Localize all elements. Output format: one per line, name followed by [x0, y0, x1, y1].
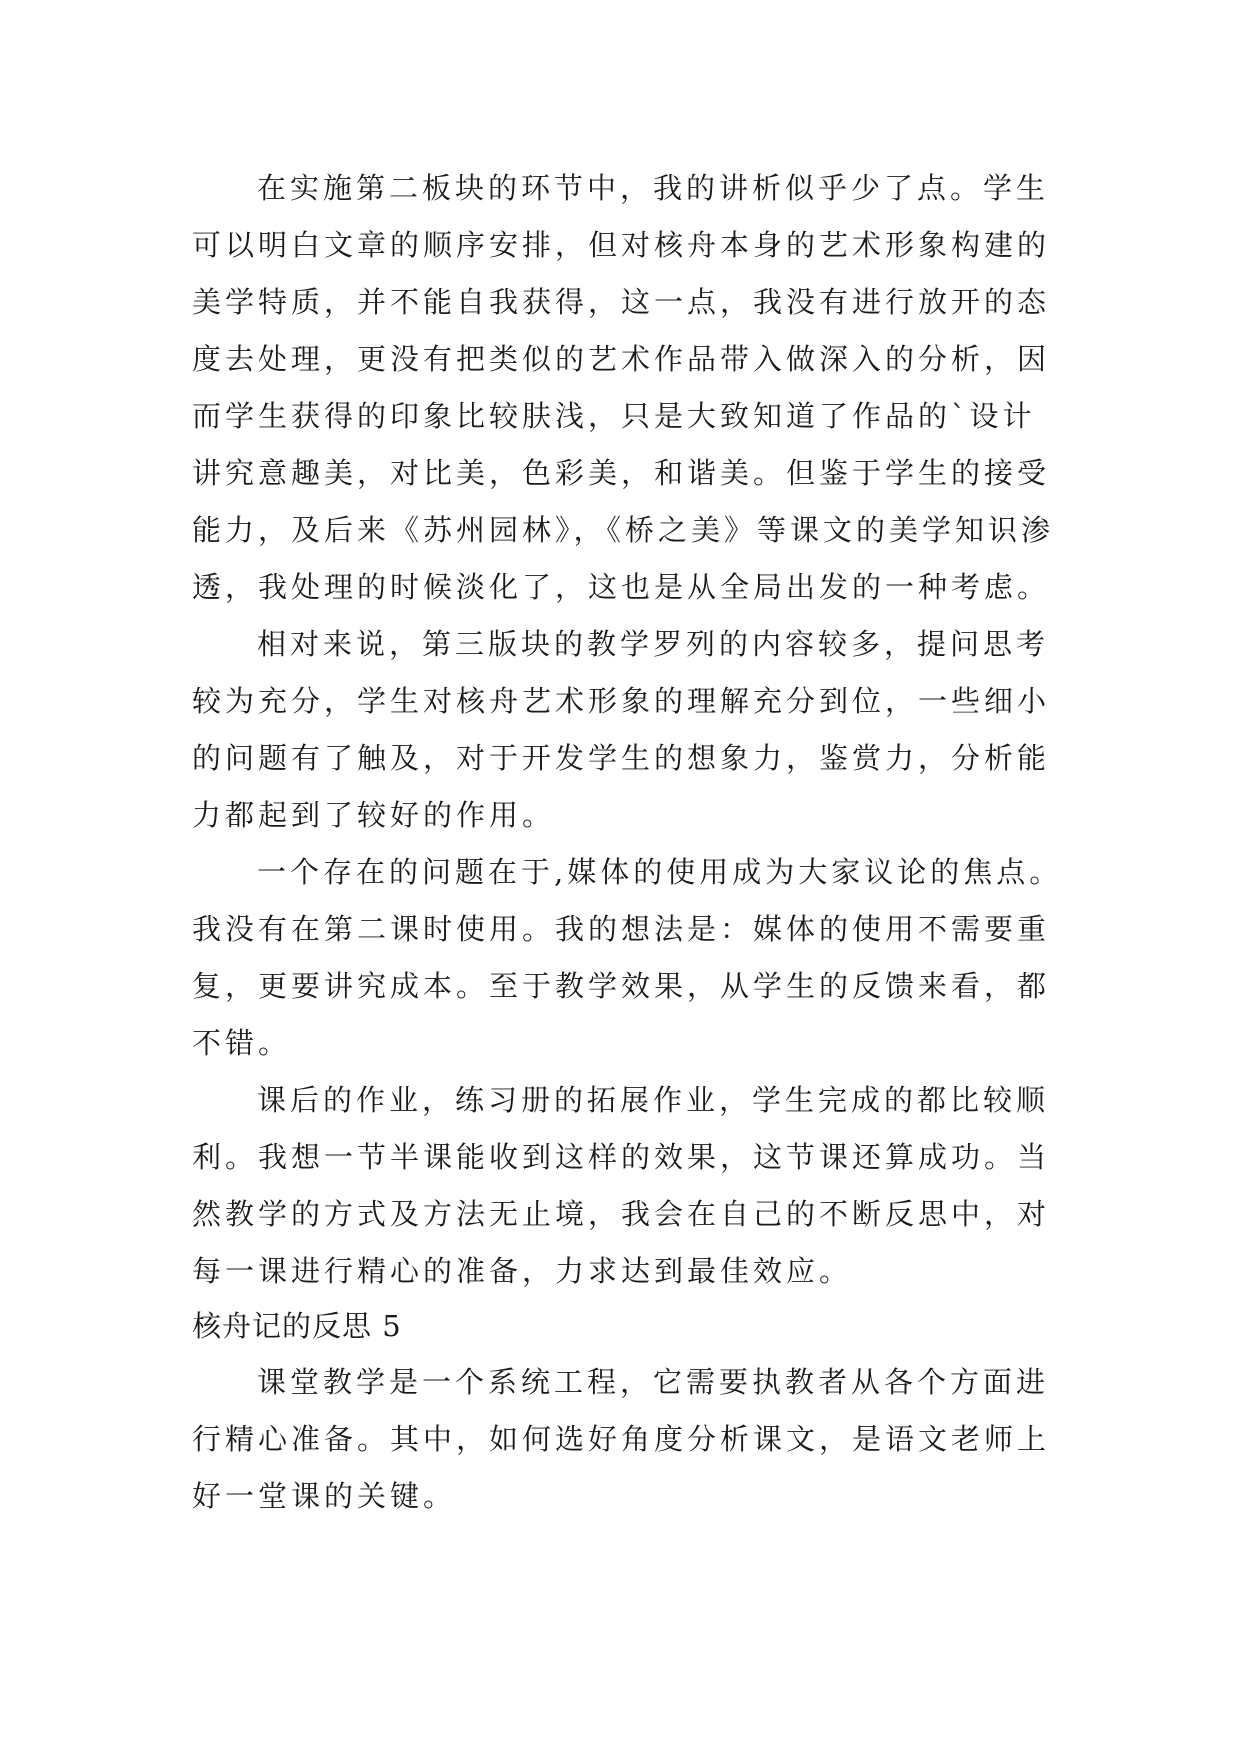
text-line: 在实施第二板块的环节中，我的讲析似乎少了点。学生	[257, 171, 1050, 205]
text-line: 相对来说，第三版块的教学罗列的内容较多，提问思考	[257, 627, 1050, 661]
text-line: 课堂教学是一个系统工程，它需要执教者从各个方面进	[257, 1365, 1050, 1399]
text-line: 然教学的方式及方法无止境，我会在自己的不断反思中，对	[192, 1197, 1051, 1231]
text-line: 度去处理，更没有把类似的艺术作品带入做深入的分析，因	[192, 342, 1051, 376]
text-line: 美学特质，并不能自我获得，这一点，我没有进行放开的态	[192, 285, 1051, 319]
section-heading: 核舟记的反思 5	[192, 1309, 402, 1343]
text-line: 可以明白文章的顺序安排，但对核舟本身的艺术形象构建的	[192, 228, 1051, 262]
text-line: 我没有在第二课时使用。我的想法是：媒体的使用不需要重	[192, 912, 1051, 946]
text-line: 透，我处理的时候淡化了，这也是从全局出发的一种考虑。	[192, 570, 1051, 604]
text-line: 力都起到了较好的作用。	[192, 798, 556, 832]
text-line: 复，更要讲究成本。至于教学效果，从学生的反馈来看，都	[192, 969, 1051, 1003]
text-line: 而学生获得的印象比较肤浅，只是大致知道了作品的`设计	[192, 399, 1036, 433]
text-line: 行精心准备。其中，如何选好角度分析课文，是语文老师上	[192, 1422, 1051, 1456]
text-line: 课后的作业，练习册的拓展作业，学生完成的都比较顺	[257, 1083, 1050, 1117]
text-line: 能力，及后来《苏州园林》，《桥之美》等课文的美学知识渗	[192, 513, 1055, 547]
text-line: 一个存在的问题在于,媒体的使用成为大家议论的焦点。	[257, 855, 1063, 889]
text-line: 不错。	[192, 1026, 292, 1060]
text-line: 较为充分，学生对核舟艺术形象的理解充分到位，一些细小	[192, 684, 1051, 718]
text-line: 每一课进行精心的准备，力求达到最佳效应。	[192, 1254, 853, 1288]
text-line: 的问题有了触及，对于开发学生的想象力，鉴赏力，分析能	[192, 741, 1051, 775]
text-line: 好一堂课的关键。	[192, 1479, 457, 1513]
text-line: 利。我想一节半课能收到这样的效果，这节课还算成功。当	[192, 1140, 1051, 1174]
text-line: 讲究意趣美，对比美，色彩美，和谐美。但鉴于学生的接受	[192, 456, 1051, 490]
